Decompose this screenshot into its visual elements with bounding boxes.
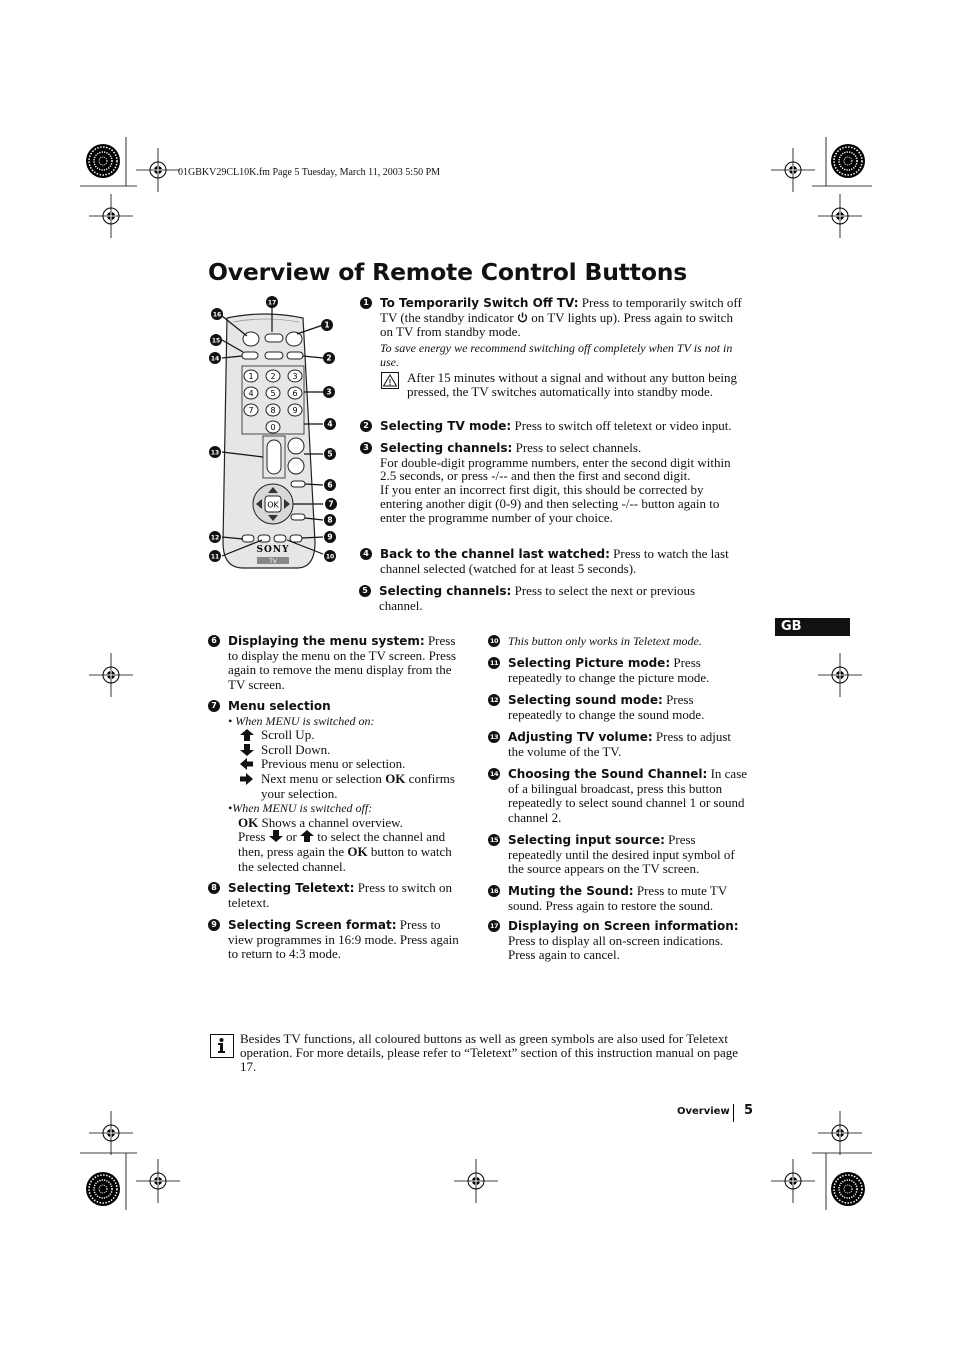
item-5: 5 Selecting channels: Press to select the next or previous channel. xyxy=(379,584,724,613)
remote-digit-label: 0 xyxy=(270,423,276,432)
language-tab: GB xyxy=(775,618,850,636)
callout-number: 11 xyxy=(210,553,220,561)
previous-row: Previous menu or selection. xyxy=(228,757,468,772)
callout-number: 1 xyxy=(324,320,330,330)
callout-number: 15 xyxy=(211,337,221,345)
remote-digit-label: 3 xyxy=(292,372,298,381)
energy-note: To save energy we recommend switching off completely when TV is not in use. xyxy=(380,340,733,369)
callout-number: 4 xyxy=(327,419,333,429)
remote-digit-label: 8 xyxy=(270,406,276,415)
footer-divider xyxy=(733,1104,734,1122)
item-1: 1 To Temporarily Switch Off TV: Press to temporarily switch off TV (the standby indicator on TV lights up). Press again to switch on TV from standby mode. To save energy we recommend switching off completely when TV is not in use. After 15 minutes without a signal and without any button being pressed, the TV switches automatically into standby mode. xyxy=(380,296,748,399)
arrow-left-icon xyxy=(240,758,254,770)
arrow-right-icon xyxy=(240,773,254,785)
callout-number: 8 xyxy=(327,515,333,525)
callout-number: 9 xyxy=(327,532,333,542)
warning-icon xyxy=(381,372,399,389)
item-8: 8 Selecting Teletext: Press to switch on teletext. xyxy=(228,881,468,910)
callout-number: 13 xyxy=(210,449,220,457)
standby-warning: After 15 minutes without a signal and without any button being pressed, the TV switches automatically into standby mode. xyxy=(380,371,748,399)
callout-number: 10 xyxy=(325,553,335,561)
item-16: 16 Muting the Sound: Press to mute TV sound. Press again to restore the sound. xyxy=(489,883,728,913)
item-13: 13 Adjusting TV volume: Press to adjust the volume of the TV. xyxy=(489,729,732,759)
remote-digit-label: 1 xyxy=(248,372,254,381)
item-10: 10 This button only works in Teletext mode. xyxy=(489,634,702,648)
remote-digit-label: 6 xyxy=(292,389,298,398)
svg-text:OK: OK xyxy=(267,500,279,510)
callout-number: 7 xyxy=(328,499,334,509)
remote-digit-label: 5 xyxy=(270,389,276,398)
callout-number: 17 xyxy=(267,299,277,307)
callout-number: 14 xyxy=(210,355,220,363)
callout-number: 5 xyxy=(327,449,333,459)
arrow-down-icon xyxy=(269,830,283,842)
arrow-up-icon xyxy=(300,830,314,842)
callout-number: 2 xyxy=(326,353,332,363)
page-title: Overview of Remote Control Buttons xyxy=(208,258,688,286)
info-note: Besides TV functions, all coloured buttons as well as green symbols are also used for Teletext operation. For more details, please refer to “Teletext” section of this instruction manual on page 17. xyxy=(240,1031,738,1074)
page-number: 5 xyxy=(744,1103,754,1118)
scroll-up-row: Scroll Up. xyxy=(228,728,468,743)
callout-number: 12 xyxy=(210,534,220,542)
item-6: 6 Displaying the menu system: Press to display the menu on the TV screen. Press again to remove the menu display from the TV screen. xyxy=(228,634,464,692)
scroll-down-row: Scroll Down. xyxy=(228,743,468,758)
svg-text:SONY: SONY xyxy=(256,545,290,555)
item-12: 12 Selecting sound mode: Press repeatedly to change the sound mode. xyxy=(489,692,705,722)
svg-text:TV: TV xyxy=(269,558,277,565)
item-3: 3 Selecting channels: Press to select channels. For double-digit programme numbers, enter the second digit within 2.5 seconds, or press -/-- and then the first and second digit. If you enter an incorrect first digit, this should be corrected by entering another digit (0-9) and then selecting -/-- button again to enter the programme number of your choice. xyxy=(380,441,748,525)
item-15: 15 Selecting input source: Press repeatedly until the desired input symbol of the source appears on the TV screen. xyxy=(489,832,735,877)
power-icon xyxy=(517,312,528,323)
callout-number: 16 xyxy=(212,311,222,319)
item-9: 9 Selecting Screen format: Press to view programmes in 16:9 mode. Press again to return to 4:3 mode. xyxy=(228,918,463,962)
remote-digit-label: 2 xyxy=(270,372,276,381)
arrow-down-icon xyxy=(240,744,254,756)
callout-number: 6 xyxy=(327,480,333,490)
item-11: 11 Selecting Picture mode: Press repeatedly to change the picture mode. xyxy=(489,655,710,685)
item-4: 4 Back to the channel last watched: Press to watch the last channel selected (watched for at least 5 seconds). xyxy=(380,547,742,576)
callout-number: 3 xyxy=(326,387,332,397)
item-7: 7 Menu selection • When MENU is switched on: Scroll Up. Scroll Down. Previous menu or selection. Next menu or selection OK confirms your selection. •When MENU is switched off: OK Shows a channel overview. Press or to select the channel and then, press again the OK button to watch the selected channel. xyxy=(228,699,468,874)
item-2: 2 Selecting TV mode: Press to switch off teletext or video input. xyxy=(380,419,750,434)
file-header: 01GBKV29CL10K.fm Page 5 Tuesday, March 11, 2003 5:50 PM xyxy=(178,167,441,178)
remote-digit-label: 9 xyxy=(292,406,298,415)
arrow-up-icon xyxy=(240,729,254,741)
next-row: Next menu or selection OK confirms your selection. xyxy=(228,772,468,801)
remote-digit-label: 4 xyxy=(248,389,254,398)
remote-control-illustration xyxy=(205,292,350,574)
remote-digit-label: 7 xyxy=(248,406,254,415)
footer-section: Overview xyxy=(677,1106,730,1117)
item-17: 17 Displaying on Screen information: Press to display all on-screen indications. Press again to cancel. xyxy=(489,919,739,963)
info-icon xyxy=(210,1034,234,1058)
item-14: 14 Choosing the Sound Channel: In case of a bilingual broadcast, press this button repeatedly to select sound channel 1 or sound channel 2. xyxy=(489,766,748,825)
